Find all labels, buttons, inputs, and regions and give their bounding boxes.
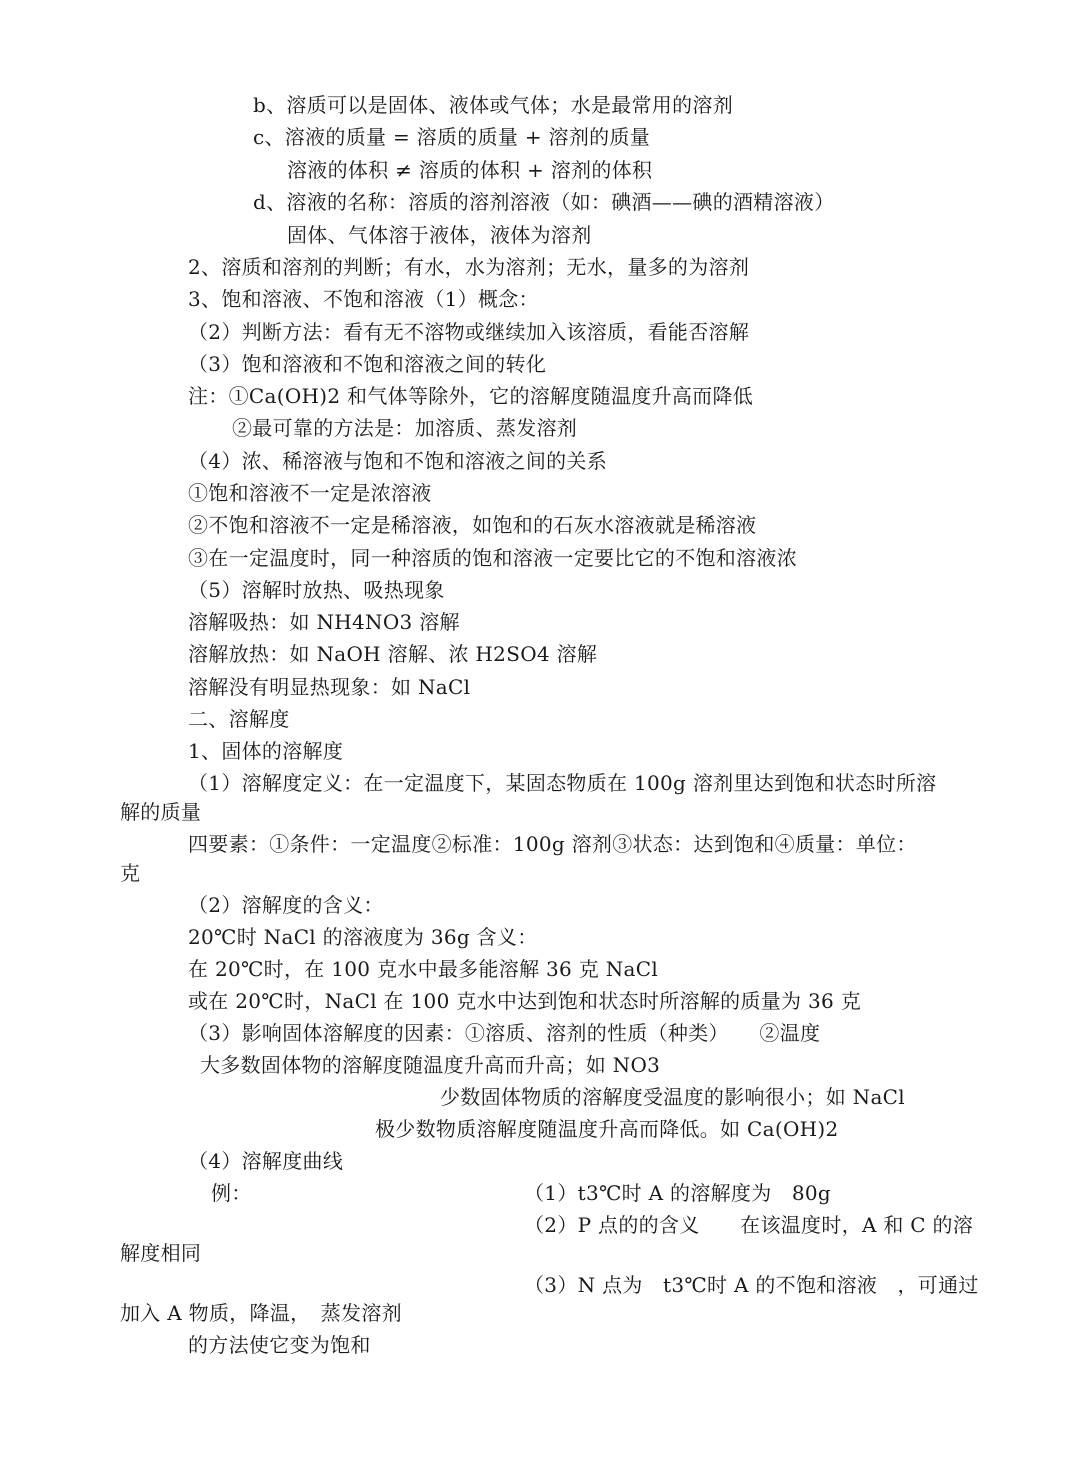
text-line: （1）t3℃时 A 的溶解度为 80g [524, 1181, 831, 1205]
text-line: （3）饱和溶液和不饱和溶液之间的转化 [188, 352, 547, 376]
text-line: 或在 20℃时，NaCl 在 100 克水中达到饱和状态时所溶解的质量为 36 克 [188, 989, 862, 1013]
text-line: c、溶液的质量 = 溶质的质量 + 溶剂的质量 [253, 125, 651, 149]
section-heading: 二、溶解度 [188, 707, 290, 731]
text-line: ③在一定温度时，同一种溶质的饱和溶液一定要比它的不饱和溶液浓 [188, 546, 797, 570]
text-line: 溶解放热：如 NaOH 溶解、浓 H2SO4 溶解 [188, 642, 598, 666]
text-line: 在 20℃时，在 100 克水中最多能溶解 36 克 NaCl [188, 957, 659, 981]
text-line: ②最可靠的方法是：加溶质、蒸发溶剂 [232, 416, 578, 440]
text-line: 溶解吸热：如 NH4NO3 溶解 [188, 610, 460, 634]
text-line: 加入 A 物质，降温， 蒸发溶剂 [120, 1301, 402, 1325]
text-line: （4）浓、稀溶液与饱和不饱和溶液之间的关系 [188, 449, 608, 473]
text-line: 溶解没有明显热现象：如 NaCl [188, 675, 471, 699]
text-line: 例： [211, 1181, 252, 1205]
text-line: （2）判断方法：看有无不溶物或继续加入该溶质，看能否溶解 [188, 320, 750, 344]
text-line: （4）溶解度曲线 [188, 1149, 344, 1173]
text-line: ②不饱和溶液不一定是稀溶液，如饱和的石灰水溶液就是稀溶液 [188, 513, 757, 537]
text-line: （1）溶解度定义：在一定温度下，某固态物质在 100g 溶剂里达到饱和状态时所溶 [188, 771, 937, 795]
text-line: b、溶质可以是固体、液体或气体；水是最常用的溶剂 [253, 93, 734, 117]
text-line: 解度相同 [120, 1241, 202, 1265]
text-line: 20℃时 NaCl 的溶液度为 36g 含义： [188, 925, 538, 949]
text-line: （3）影响固体溶解度的因素：①溶质、溶剂的性质（种类） ②温度 [188, 1021, 821, 1045]
text-line: 极少数物质溶解度随温度升高而降低。如 Ca(OH)2 [375, 1117, 839, 1141]
text-line: 注：①Ca(OH)2 和气体等除外，它的溶解度随温度升高而降低 [188, 384, 754, 408]
text-line: 四要素：①条件：一定温度②标准：100g 溶剂③状态：达到饱和④质量：单位： [188, 832, 917, 856]
text-line: 解的质量 [120, 800, 202, 824]
text-line: 2、溶质和溶剂的判断；有水，水为溶剂；无水，量多的为溶剂 [188, 255, 750, 279]
text-line: （2）溶解度的含义： [188, 893, 384, 917]
text-line: （2）P 点的的含义 在该温度时，A 和 C 的溶 [524, 1213, 974, 1237]
text-line: 克 [120, 861, 141, 885]
text-line: 大多数固体物的溶解度随温度升高而升高；如 NO3 [200, 1053, 661, 1077]
text-line: d、溶液的名称：溶质的溶剂溶液（如：碘酒——碘的酒精溶液） [253, 190, 835, 214]
text-line: 的方法使它变为饱和 [188, 1333, 371, 1357]
text-line: 少数固体物质的溶解度受温度的影响很小；如 NaCl [440, 1085, 905, 1109]
text-line: （3）N 点为 t3℃时 A 的不饱和溶液 ，可通过 [524, 1273, 979, 1297]
text-line: 3、饱和溶液、不饱和溶液（1）概念： [188, 287, 539, 311]
text-line: 固体、气体溶于液体，液体为溶剂 [287, 223, 592, 247]
text-line: （5）溶解时放热、吸热现象 [188, 578, 445, 602]
subsection-heading: 1、固体的溶解度 [188, 739, 344, 763]
text-line: 溶液的体积 ≠ 溶质的体积 + 溶剂的体积 [287, 158, 653, 182]
text-line: ①饱和溶液不一定是浓溶液 [188, 481, 432, 505]
